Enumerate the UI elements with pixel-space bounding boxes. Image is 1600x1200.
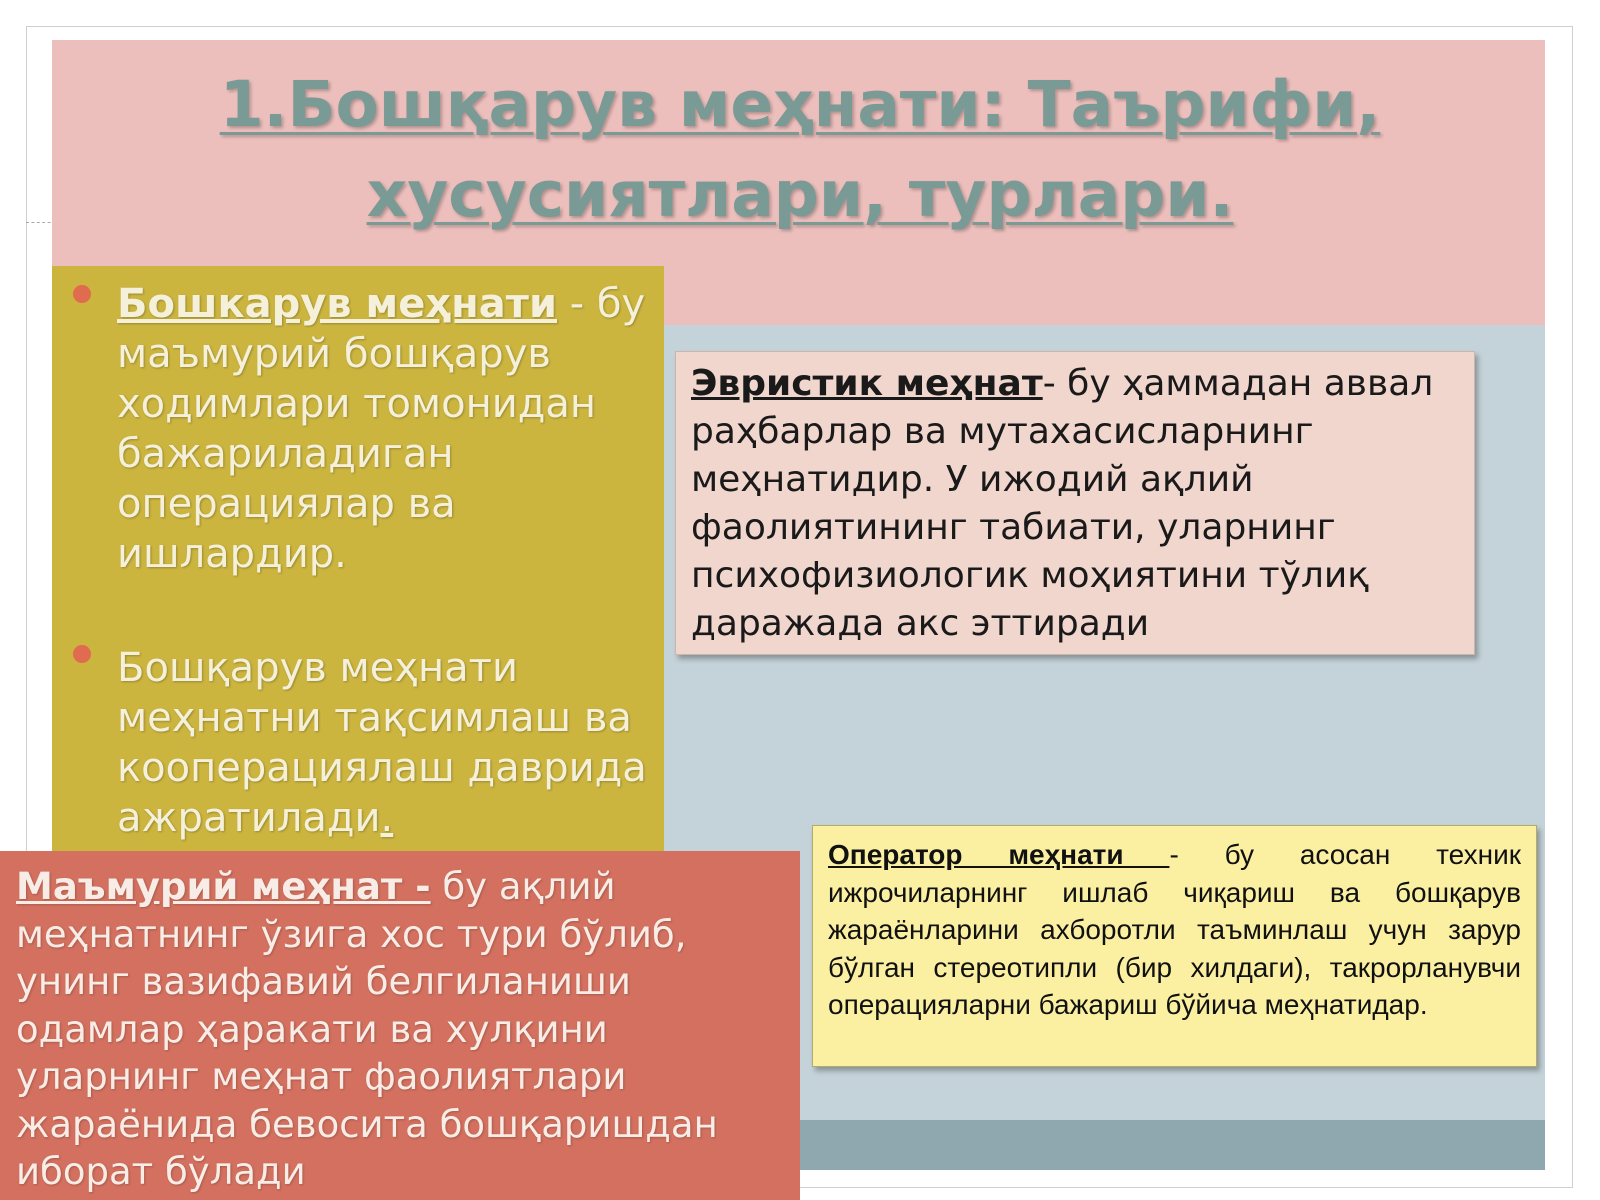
operator-labor-box [812,825,1537,1067]
administrative-labor-box [0,851,800,1200]
bullet-division-text: Бошқарув меҳнати меҳнатни тақсимлаш ва кооперациялаш даврида ажратилади [117,645,647,841]
operator-labor-text [828,836,1521,1024]
bullet-definition-text: - бу маъмурий бошқарув ходимлари томонидан бажариладиган операциялар ва ишлардир. [117,281,646,577]
administrative-labor-term: Маъмурий меҳнат - [16,865,431,908]
heuristic-labor-box [675,351,1475,655]
title-line-2: хусусиятлари, турлари. [366,158,1234,231]
administrative-labor-text [16,863,791,1196]
heuristic-labor-term: Эвристик меҳнат [691,363,1043,404]
heuristic-labor-description: - бу ҳаммадан аввал раҳбарлар ва мутахасисларнинг меҳнатидир. У ижодий ақлий фаолиятининг табиати, уларнинг психофизиологик моҳиятини тўлиқ даражада акс эттиради [691,363,1434,644]
bullet-dot-icon [73,285,91,303]
bullet-item-definition [117,279,657,579]
title-line-1: 1.Бошқарув меҳнати: Таърифи, [219,68,1381,141]
operator-labor-term: Оператор меҳнати [828,839,1170,870]
bullet-division-end: . [380,795,394,841]
bullet-item-division [117,643,657,843]
heuristic-labor-text [691,360,1471,648]
operator-labor-description: - бу асосан техник ижрочиларнинг ишлаб чиқариш ва бошқарув жараёнларини ахборотли таъминлаш учун зарур бўлган стереотипли (бир хилдаги), такрорланувчи операцияларни бажариш бўйича меҳнатидар. [828,839,1521,1020]
slide-title [80,60,1520,240]
bullet-term-management-labor: Бошкарув меҳнати [117,281,557,327]
bullet-dot-icon [73,645,91,663]
administrative-labor-description: бу ақлий меҳнатнинг ўзига хос тури бўлиб, унинг вазифавий белгиланиши одамлар ҳаракати ва хулқини уларнинг меҳнат фаолиятлари жараёнида бевосита бошқаришдан иборат бўлади [16,865,718,1193]
